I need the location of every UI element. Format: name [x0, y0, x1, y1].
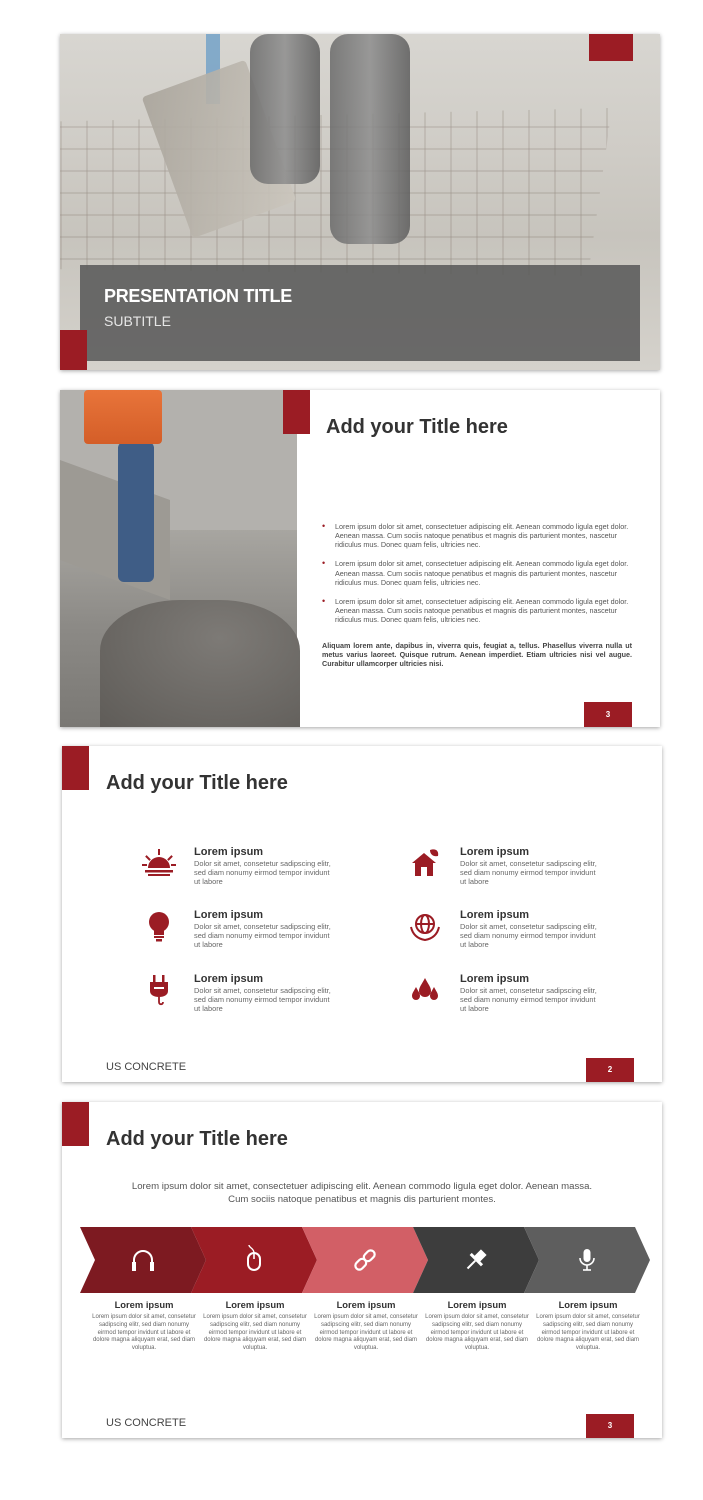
worker-vest — [84, 390, 162, 444]
feature-heading: Lorem ipsum — [194, 973, 264, 985]
step-label: Lorem ipsum — [114, 1299, 174, 1310]
feature-text: Dolor sit amet, consetetur sadipscing elitr, sed diam nonumy eirmod tempor invidunt ut labore — [194, 922, 331, 950]
step-text: Lorem ipsum dolor sit amet, consetetur sadipscing elitr, sed diam nonumy eirmod tempor invidunt ut labore et dolore magna aliquyam erat, sed diam voluptua. — [425, 1314, 529, 1352]
accent-square — [62, 1102, 89, 1146]
slide-title: Add your Title here — [326, 416, 508, 438]
arrow-step-1 — [80, 1227, 206, 1293]
intro-paragraph: Lorem ipsum dolor sit amet, consectetuer adipiscing elit. Aenean commodo ligula eget dolor. Aenean massa. Cum sociis natoque penatibus et magnis dis parturient montes. — [131, 1181, 593, 1205]
accent-square-bottom — [60, 330, 87, 370]
step-text: Lorem ipsum dolor sit amet, consetetur sadipscing elitr, sed diam nonumy eirmod tempor invidunt ut labore et dolore magna aliquyam erat, sed diam voluptua. — [92, 1314, 196, 1352]
process-slide — [62, 1102, 662, 1438]
page-number: 2 — [586, 1058, 634, 1082]
bold-paragraph: Aliquam lorem ante, dapibus in, viverra quis, feugiat a, tellus. Phasellus viverra nulla ut metus varius laoreet. Quisque rutrum. Aenean imperdiet. Etiam ultricies nisi vel augue. Curabitur ullamcorper ultricies nisi. — [322, 641, 632, 669]
worker-photo — [60, 390, 297, 727]
eco-house-icon — [408, 846, 442, 880]
feature-text: Dolor sit amet, consetetur sadipscing elitr, sed diam nonumy eirmod tempor invidunt ut labore — [194, 859, 331, 887]
title-slide — [60, 34, 660, 370]
step-text: Lorem ipsum dolor sit amet, consetetur sadipscing elitr, sed diam nonumy eirmod tempor invidunt ut labore et dolore magna aliquyam erat, sed diam voluptua. — [314, 1314, 418, 1352]
bullet-list — [322, 522, 632, 634]
features-slide — [62, 746, 662, 1082]
feature-text: Dolor sit amet, consetetur sadipscing elitr, sed diam nonumy eirmod tempor invidunt ut labore — [460, 986, 597, 1014]
feature-heading: Lorem ipsum — [194, 846, 264, 858]
step-label: Lorem ipsum — [336, 1299, 396, 1310]
slide-title: Add your Title here — [106, 1128, 288, 1150]
bullet-item: • Lorem ipsum dolor sit amet, consectetuer adipiscing elit. Aenean commodo ligula eget dolor. Aenean massa. Cum sociis natoque penatibus et magnis dis parturient montes, nascetur ridiculus mus. Donec quam felis, ultricies nec. — [322, 597, 632, 625]
feature-heading: Lorem ipsum — [460, 846, 530, 858]
slide-title: Add your Title here — [106, 772, 288, 794]
bullet-item: • Lorem ipsum dolor sit amet, consectetuer adipiscing elit. Aenean commodo ligula eget dolor. Aenean massa. Cum sociis natoque penatibus et magnis dis parturient montes, nascetur ridiculus mus. Donec quam felis, ultricies nec. — [322, 559, 632, 587]
footer-company: US CONCRETE — [106, 1417, 187, 1429]
accent-square-top — [589, 34, 633, 61]
presentation-subtitle: SUBTITLE — [104, 313, 171, 329]
worker-legs — [118, 442, 154, 582]
accent-square — [62, 746, 89, 790]
page-number: 3 — [586, 1414, 634, 1438]
boot-right — [330, 34, 410, 244]
step-label: Lorem ipsum — [225, 1299, 285, 1310]
step-text: Lorem ipsum dolor sit amet, consetetur sadipscing elitr, sed diam nonumy eirmod tempor invidunt ut labore et dolore magna aliquyam erat, sed diam voluptua. — [536, 1314, 640, 1352]
feature-text: Dolor sit amet, consetetur sadipscing elitr, sed diam nonumy eirmod tempor invidunt ut labore — [460, 859, 597, 887]
feature-text: Dolor sit amet, consetetur sadipscing elitr, sed diam nonumy eirmod tempor invidunt ut labore — [460, 922, 597, 950]
bullet-item: • Lorem ipsum dolor sit amet, consectetuer adipiscing elit. Aenean commodo ligula eget dolor. Aenean massa. Cum sociis natoque penatibus et magnis dis parturient montes, nascetur ridiculus mus. Donec quam felis, ultricies nec. — [322, 522, 632, 550]
feature-heading: Lorem ipsum — [460, 973, 530, 985]
page-number: 3 — [584, 702, 632, 727]
text-slide — [60, 390, 660, 727]
feature-text: Dolor sit amet, consetetur sadipscing elitr, sed diam nonumy eirmod tempor invidunt ut labore — [194, 986, 331, 1014]
accent-square — [283, 390, 310, 434]
feature-heading: Lorem ipsum — [194, 909, 264, 921]
step-label: Lorem ipsum — [447, 1299, 507, 1310]
arrow-step-2 — [191, 1227, 317, 1293]
process-arrows — [80, 1227, 650, 1293]
boot-left — [250, 34, 320, 184]
sunrise-icon — [142, 846, 176, 880]
step-label: Lorem ipsum — [558, 1299, 618, 1310]
lightbulb-icon — [142, 909, 176, 943]
water-drops-icon — [408, 973, 442, 1007]
concrete-pile — [100, 600, 300, 727]
globe-hands-icon — [408, 909, 442, 943]
feature-heading: Lorem ipsum — [460, 909, 530, 921]
footer-company: US CONCRETE — [106, 1061, 187, 1073]
presentation-title: PRESENTATION TITLE — [104, 286, 292, 306]
plug-icon — [142, 973, 176, 1007]
step-text: Lorem ipsum dolor sit amet, consetetur sadipscing elitr, sed diam nonumy eirmod tempor invidunt ut labore et dolore magna aliquyam erat, sed diam voluptua. — [203, 1314, 307, 1352]
